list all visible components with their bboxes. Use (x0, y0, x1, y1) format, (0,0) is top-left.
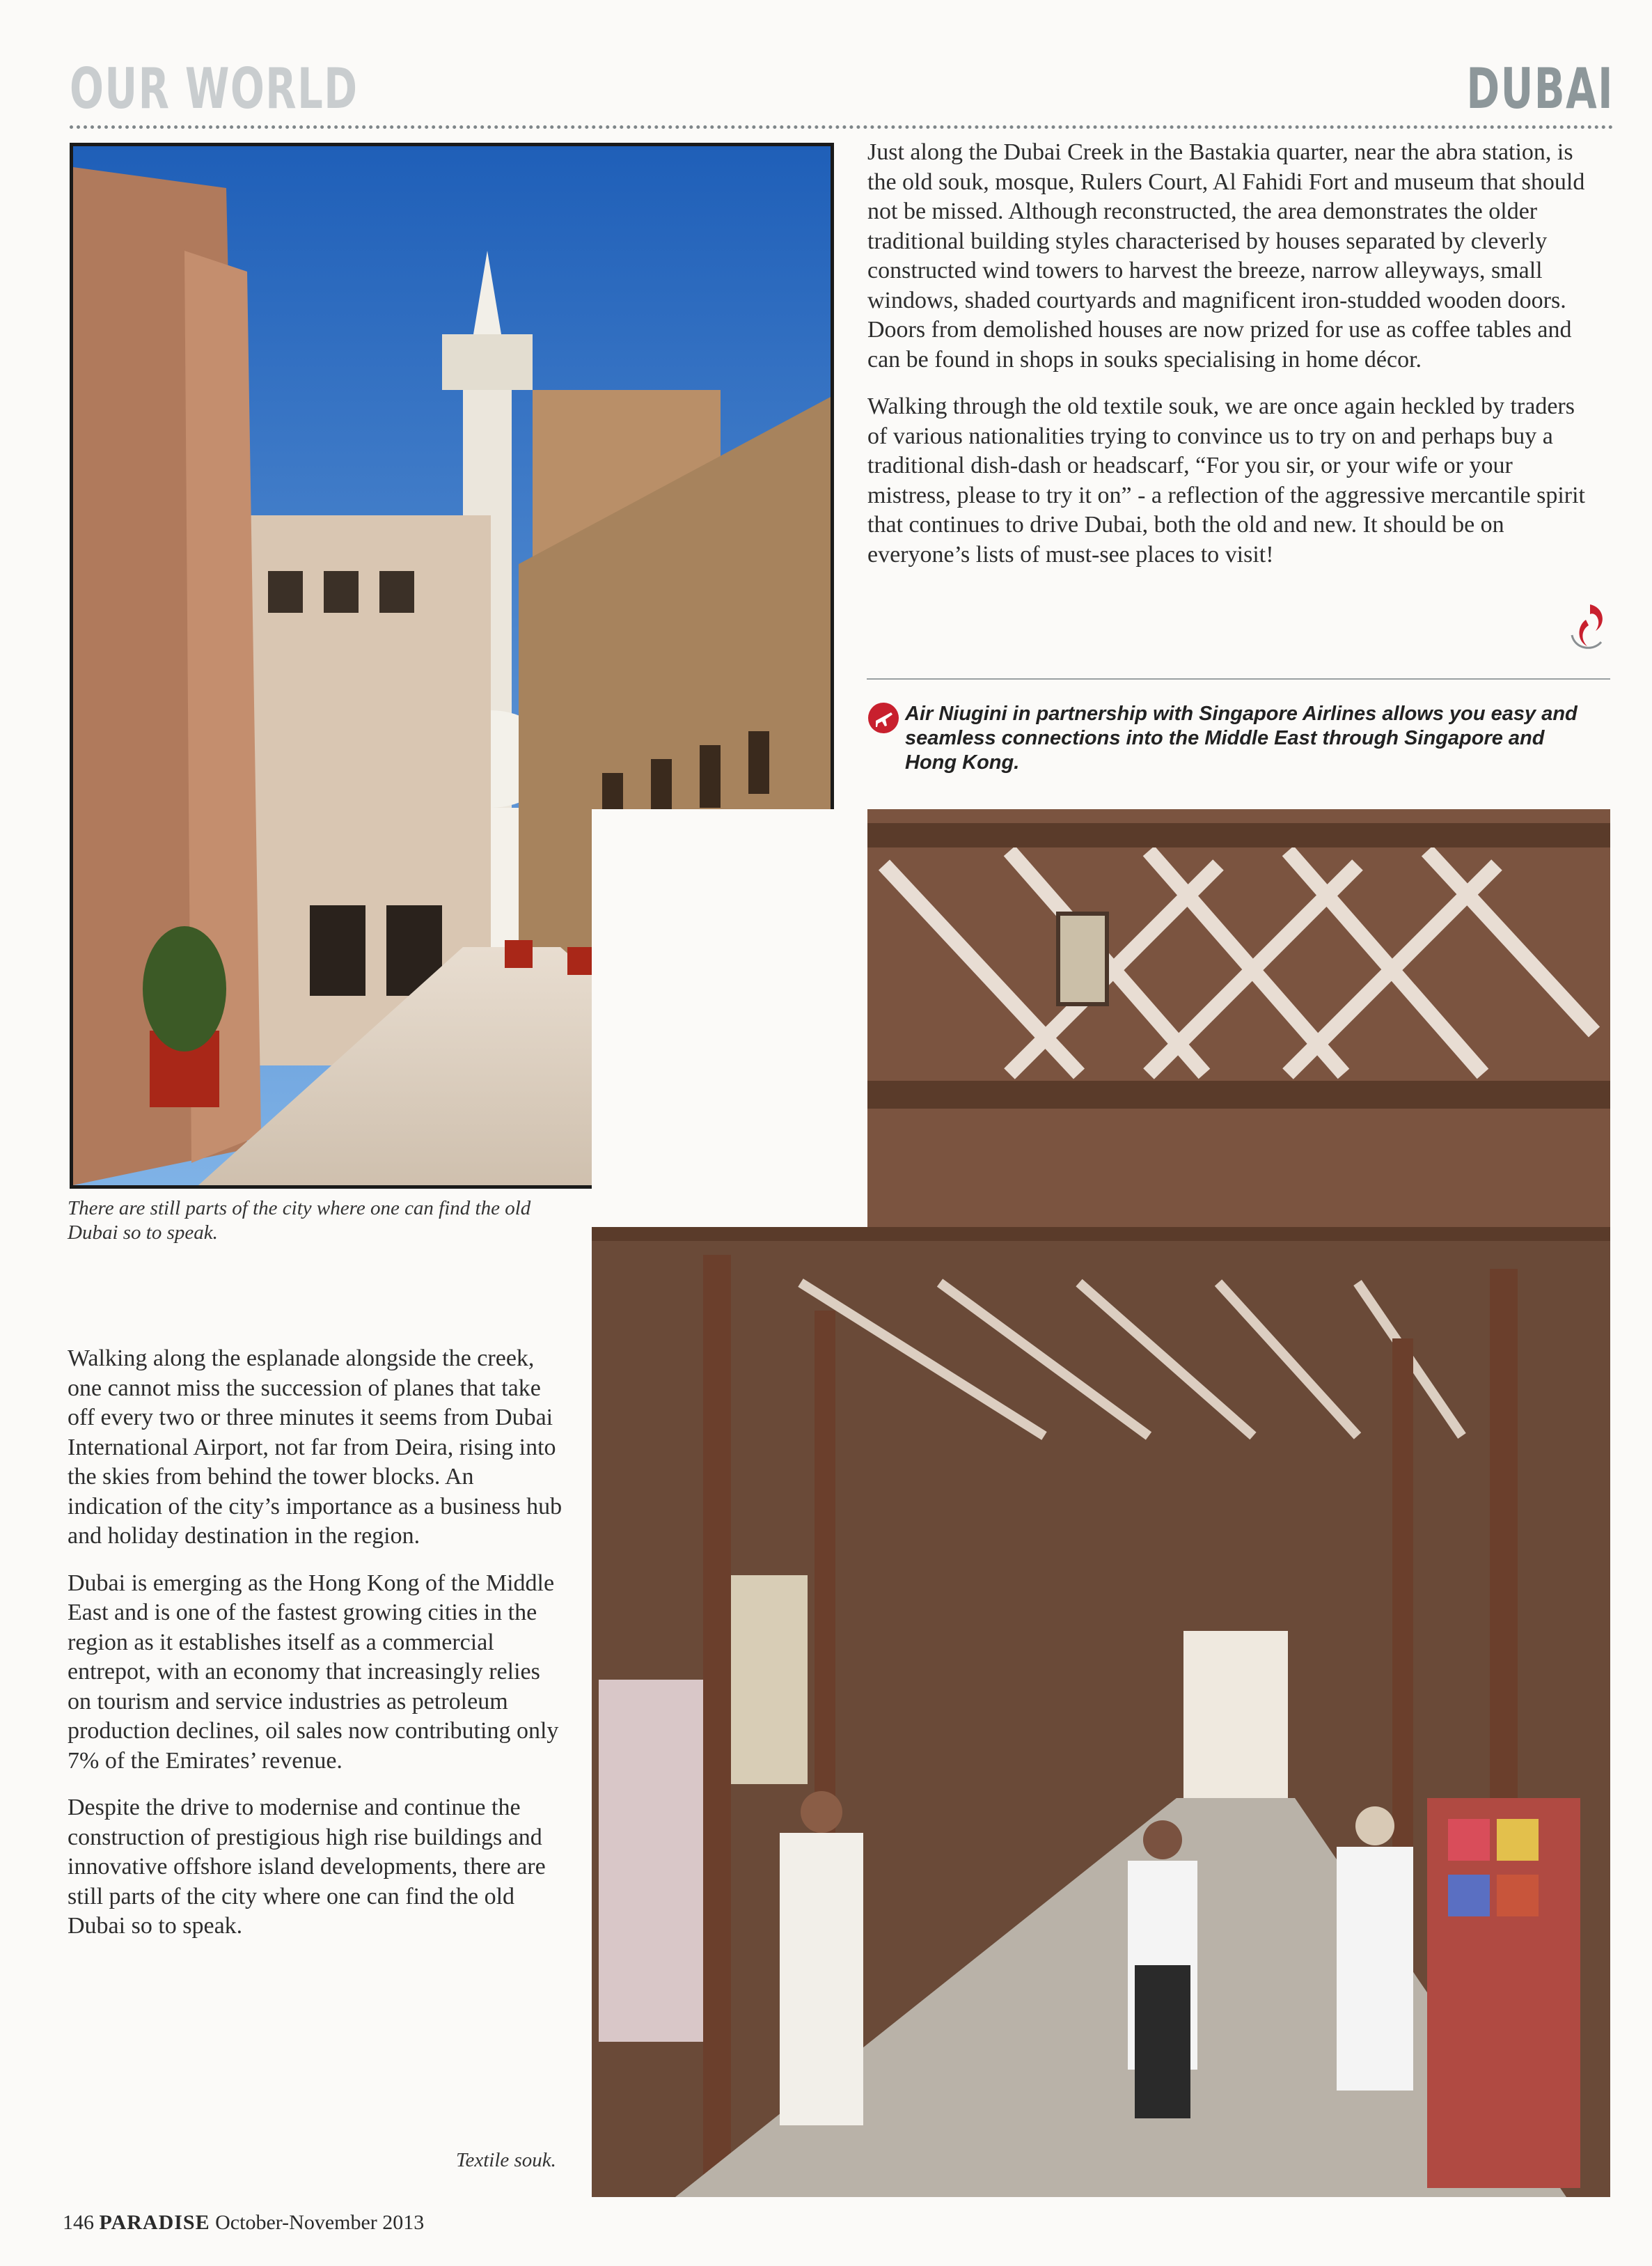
body-paragraph-1: Walking along the esplanade alongside the creek, one cannot miss the succession of planes that take off every two or three minutes it seems from Dubai International Airport, not far from Deira, rising into the skies from behind the tower blocks. An indication of the city’s importance as a business hub and holiday destination in the region. (68, 1345, 563, 1549)
header-divider (70, 125, 1614, 129)
airplane-icon (867, 702, 899, 734)
note-divider (867, 678, 1610, 680)
destination-label: DUBAI (1466, 56, 1614, 121)
textile-souk-caption: Textile souk. (456, 2149, 556, 2171)
airline-partnership-note: Air Niugini in partnership with Singapore Airlines allows you easy and seamless connections into the Middle East through Singapore and Hong Kong. (905, 703, 1578, 774)
intro-paragraph-2: Walking through the old textile souk, we are once again heckled by traders of various nationalities trying to convince us to try on and perhaps buy a traditional dish-dash or headscarf, “For you sir, or your wife or your mistress, please to try it on” - a reflection of the aggressive mercantile spirit that continues to drive Dubai, both the old and new. It should be on everyone’s lists of must-see places to visit! (867, 393, 1585, 568)
body-text (68, 1344, 569, 1959)
body-paragraph-2: Dubai is emerging as the Hong Kong of the Middle East and is one of the fastest growing cities in the region as it establishes itself as a commercial entrepot, with an economy that increasingly relies on tourism and service industries as petroleum production declines, oil sales now contributing only 7% of the Emirates’ revenue. (68, 1570, 559, 1774)
magazine-name: PARADISE (99, 2211, 210, 2234)
intro-text (867, 138, 1598, 587)
intro-paragraph-1: Just along the Dubai Creek in the Bastakia quarter, near the abra station, is the old souk, mosque, Rulers Court, Al Fahidi Fort and museum that should not be missed. Although reconstructed, the area demonstrates the older traditional building styles characterised by houses separated by cleverly constructed wind towers to harvest the breeze, narrow alleyways, small windows, shaded courtyards and magnificent iron-studded wooden doors. Doors from demolished houses are now prized for use as coffee tables and can be found in shops in souks specialising in home décor. (867, 139, 1585, 373)
page-footer (63, 2211, 424, 2235)
bastakia-photo-caption: There are still parts of the city where one can find the old Dubai so to speak. (68, 1197, 531, 1244)
page-background-block (592, 809, 867, 1226)
issue-date: October-November 2013 (215, 2211, 425, 2234)
page-number: 146 (63, 2211, 94, 2234)
body-paragraph-3: Despite the drive to modernise and continue the construction of prestigious high rise buildings and innovative offshore island developments, there are still parts of the city where one can find the old Dubai so to speak. (68, 1795, 546, 1939)
bird-of-paradise-logo (1565, 600, 1611, 653)
section-label: OUR WORLD (70, 56, 359, 121)
